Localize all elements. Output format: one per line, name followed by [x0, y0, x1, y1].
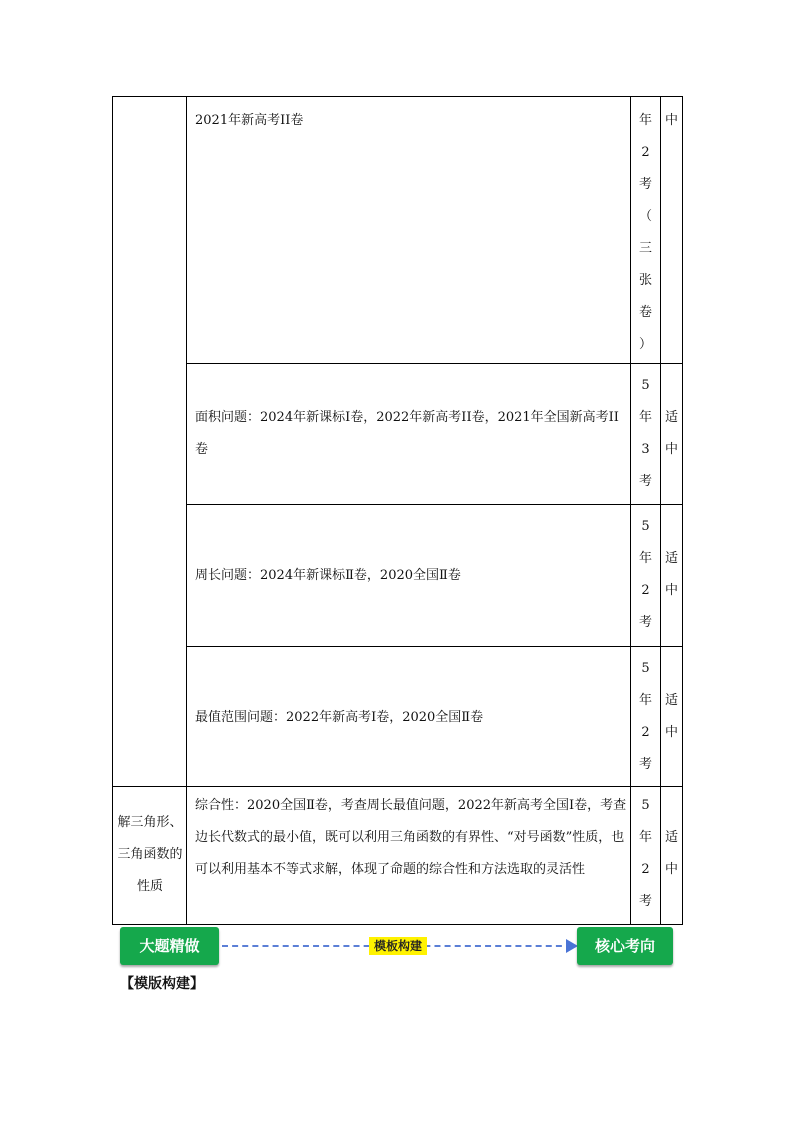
- difficulty-char: 中: [664, 442, 678, 457]
- count-cell: [630, 646, 660, 786]
- count-char: 考: [638, 757, 652, 772]
- difficulty-vertical: [661, 402, 682, 466]
- count-char: 张: [638, 273, 652, 288]
- count-char: 考: [638, 177, 652, 192]
- difficulty-char: 适: [664, 551, 678, 566]
- count-char: 5: [641, 378, 650, 393]
- count-cell: [630, 504, 660, 646]
- exam-analysis-table: [112, 96, 683, 925]
- content-cell: [186, 363, 630, 504]
- difficulty-vertical: [661, 105, 682, 137]
- content-cell: [186, 504, 630, 646]
- difficulty-char: 适: [664, 830, 678, 845]
- count-char: 5: [641, 661, 650, 676]
- count-vertical: [631, 511, 660, 639]
- difficulty-cell: [660, 646, 683, 786]
- difficulty-char: 中: [664, 113, 678, 128]
- topic-cell-empty: [112, 96, 186, 786]
- count-char: ）: [638, 337, 652, 352]
- difficulty-char: 适: [664, 693, 678, 708]
- count-char: 5: [641, 798, 650, 813]
- count-vertical: [631, 370, 660, 498]
- count-char: 考: [638, 894, 652, 909]
- count-char: 考: [638, 474, 652, 489]
- count-cell: [630, 786, 660, 925]
- content-cell: [186, 646, 630, 786]
- count-char: 年: [638, 410, 652, 425]
- difficulty-char: 中: [664, 725, 678, 740]
- count-vertical: [631, 105, 660, 361]
- count-char: 2: [641, 862, 650, 877]
- count-char: （: [638, 209, 652, 224]
- topic-text: 解三角形、三角函数的性质: [117, 815, 183, 894]
- difficulty-char: 中: [664, 862, 678, 877]
- count-vertical: [631, 790, 660, 918]
- count-char: 3: [641, 442, 650, 457]
- difficulty-cell: [660, 504, 683, 646]
- count-char: 年: [638, 830, 652, 845]
- left-nav-button[interactable]: 大题精做: [120, 927, 219, 965]
- difficulty-cell: [660, 363, 683, 504]
- difficulty-vertical: [661, 822, 682, 886]
- row-content: 综合性：2020全国Ⅱ卷，考查周长最值问题，2022年新高考全国I卷，考查边长代数式的最小值，既可以利用三角函数的有界性、“对号函数”性质，也可以利用基本不等式求解，体现了命题的综合性和方法选取的灵活性: [195, 798, 627, 877]
- count-char: 5: [641, 519, 650, 534]
- count-char: 2: [641, 725, 650, 740]
- difficulty-char: 中: [664, 583, 678, 598]
- count-char: 年: [638, 113, 652, 128]
- difficulty-char: 适: [664, 410, 678, 425]
- middle-label: 模板构建: [369, 937, 427, 955]
- count-cell: [630, 363, 660, 504]
- count-char: 2: [641, 583, 650, 598]
- count-char: 考: [638, 615, 652, 630]
- row-content: 2021年新高考II卷: [195, 113, 304, 128]
- count-char: 年: [638, 551, 652, 566]
- right-nav-button[interactable]: 核心考向: [577, 927, 673, 965]
- row-content: 最值范围问题：2022年新高考I卷，2020全国Ⅱ卷: [195, 710, 484, 725]
- content-cell: [186, 786, 630, 925]
- count-char: 卷: [638, 305, 652, 320]
- count-cell: [630, 96, 660, 363]
- difficulty-vertical: [661, 685, 682, 749]
- count-vertical: [631, 653, 660, 781]
- difficulty-cell: [660, 96, 683, 363]
- row-content: 面积问题：2024年新课标I卷，2022年新高考II卷，2021年全国新高考II卷: [195, 410, 619, 457]
- count-char: 2: [641, 145, 650, 160]
- topic-cell: [112, 786, 186, 925]
- section-title: 【模版构建】: [120, 976, 204, 992]
- count-char: 年: [638, 693, 652, 708]
- difficulty-cell: [660, 786, 683, 925]
- content-cell: [186, 96, 630, 363]
- count-char: 三: [638, 241, 652, 256]
- row-content: 周长问题：2024年新课标Ⅱ卷，2020全国Ⅱ卷: [195, 568, 461, 583]
- difficulty-vertical: [661, 543, 682, 607]
